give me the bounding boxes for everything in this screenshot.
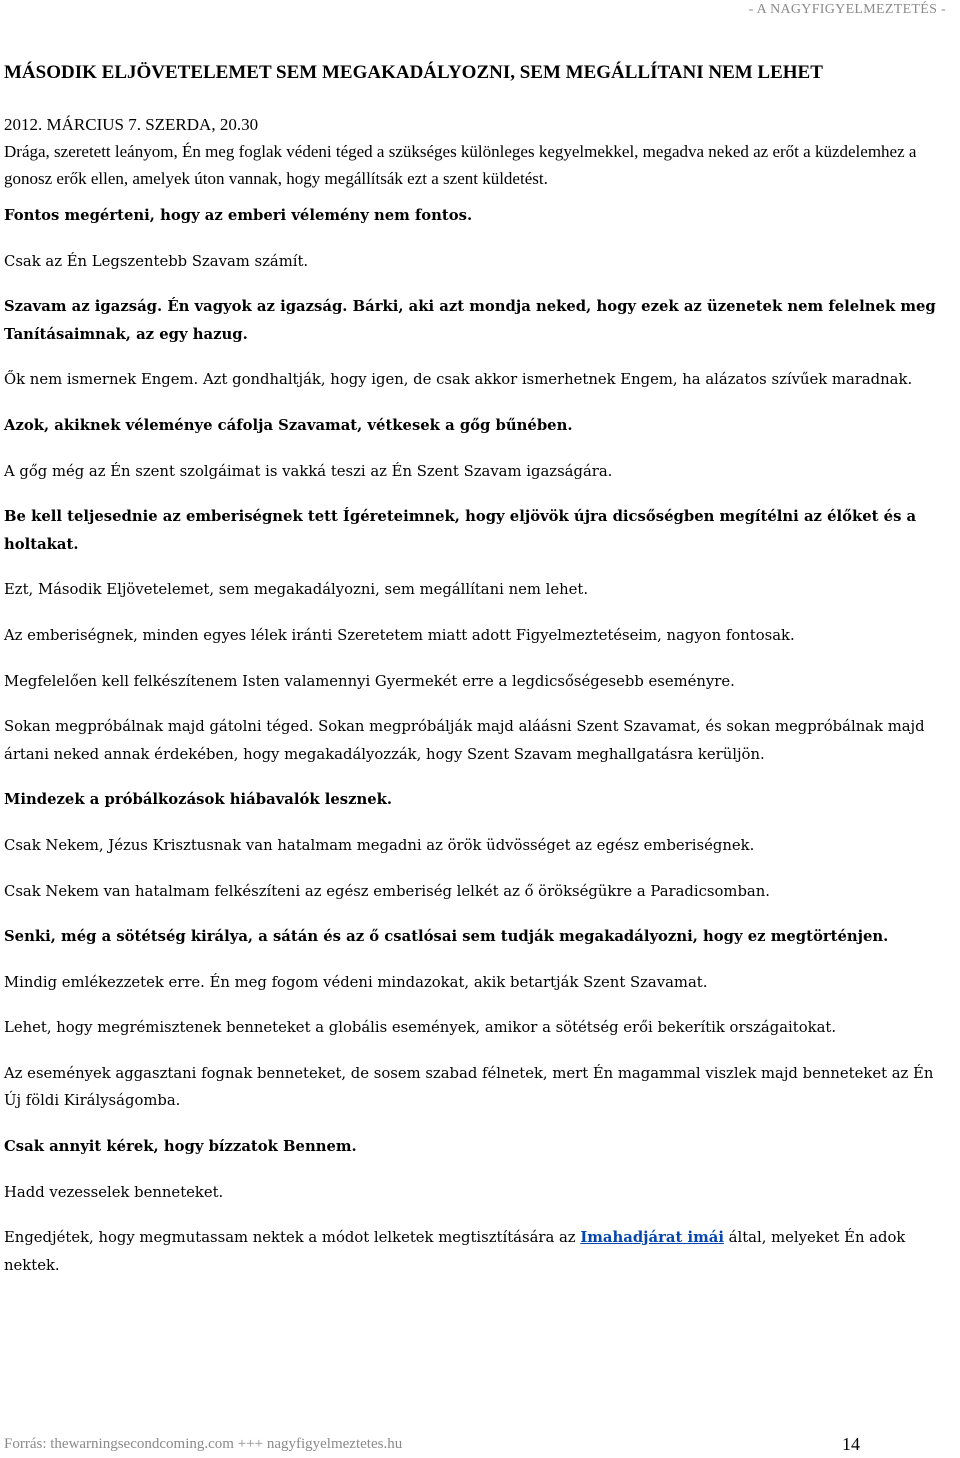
paragraph-16: Mindig emlékezzetek erre. Én meg fogom védeni mindazokat, akik betartják Szent Szavamat.	[4, 973, 708, 991]
paragraph-21-post: által, melyeket Én adok nektek.	[4, 1229, 906, 1274]
paragraph-14: Csak Nekem van hatalmam felkészíteni az egész emberiség lelkét az ő örökségükre a Paradicsomban.	[4, 882, 770, 900]
paragraph-10: Megfelelően kell felkészítenem Isten valamennyi Gyermekét erre a legdicsőségesebb eseményre.	[4, 672, 735, 690]
paragraph-13: Csak Nekem, Jézus Krisztusnak van hatalmam megadni az örök üdvösséget az egész emberiségnek.	[4, 836, 755, 854]
paragraph-11: Sokan megpróbálnak majd gátolni téged. Sokan megpróbálják majd aláásni Szent Szavamat, és sokan megpróbálnak majd ártani neked annak érdekében, hogy megakadályozzák, hogy Szent Szavam meghallgatásra kerüljön.	[4, 718, 925, 763]
page-number: 14	[842, 1434, 860, 1454]
paragraph-21	[4, 1224, 950, 1279]
paragraph-7: Be kell teljesednie az emberiségnek tett Ígéreteimnek, hogy eljövök újra dicsőségben megítélni az élőket és a holtakat.	[4, 508, 917, 553]
document-title: MÁSODIK ELJÖVETELEMET SEM MEGAKADÁLYOZNI, SEM MEGÁLLÍTANI NEM LEHET	[4, 62, 823, 83]
running-header: - A NAGYFIGYELMEZTETÉS -	[748, 2, 946, 17]
paragraph-6: A gőg még az Én szent szolgáimat is vakká teszi az Én Szent Szavam igazságára.	[4, 462, 613, 480]
prayer-crusade-link[interactable]: Imahadjárat imái	[580, 1229, 724, 1247]
paragraph-1: Fontos megérteni, hogy az emberi vélemény nem fontos.	[4, 207, 473, 224]
document-body	[4, 112, 950, 1297]
paragraph-5: Azok, akiknek véleménye cáfolja Szavamat, vétkesek a gőg bűnében.	[4, 416, 573, 434]
paragraph-20: Hadd vezesselek benneteket.	[4, 1183, 224, 1201]
paragraph-21-pre: Engedjétek, hogy megmutassam nektek a módot lelketek megtisztítására az	[4, 1229, 581, 1247]
lead-paragraph: Drága, szeretett leányom, Én meg foglak védeni téged a szükséges különleges kegyelmekkel, megadva neked az erőt a küzdelemhez a gonosz erők ellen, amelyek úton vannak, hogy megállítsák ezt a szent küldetést.	[4, 142, 917, 188]
paragraph-12: Mindezek a próbálkozások hiábavalók lesznek.	[4, 791, 393, 809]
paragraph-2: Csak az Én Legszentebb Szavam számít.	[4, 252, 309, 270]
paragraph-3: Szavam az igazság. Én vagyok az igazság. Bárki, aki azt mondja neked, hogy ezek az üzenetek nem felelnek meg Tanításaimnak, az egy hazug.	[4, 298, 936, 343]
paragraph-15: Senki, még a sötétség királya, a sátán és az ő csatlósai sem tudják megakadályozni, hogy ez megtörténjen.	[4, 928, 889, 946]
paragraph-19: Csak annyit kérek, hogy bízzatok Bennem.	[4, 1138, 357, 1156]
paragraph-4: Ők nem ismernek Engem. Azt gondhaltják, hogy igen, de csak akkor ismerhetnek Engem, ha alázatos szívűek maradnak.	[4, 371, 913, 389]
paragraph-9: Az emberiségnek, minden egyes lélek iránti Szeretetem miatt adott Figyelmeztetéseim, nagyon fontosak.	[4, 626, 795, 644]
footer-source: Forrás: thewarningsecondcoming.com +++ nagyfigyelmeztetes.hu	[4, 1436, 403, 1452]
paragraph-17: Lehet, hogy megrémisztenek benneteket a globális események, amikor a sötétség erői bekerítik országaitokat.	[4, 1019, 837, 1037]
dateline: 2012. MÁRCIUS 7. SZERDA, 20.30	[4, 115, 259, 134]
paragraph-18: Az események aggasztani fognak benneteket, de sosem szabad félnetek, mert Én magammal viszlek majd benneteket az Én Új földi Királyságomba.	[4, 1064, 934, 1110]
paragraph-8: Ezt, Második Eljövetelemet, sem megakadályozni, sem megállítani nem lehet.	[4, 581, 589, 599]
